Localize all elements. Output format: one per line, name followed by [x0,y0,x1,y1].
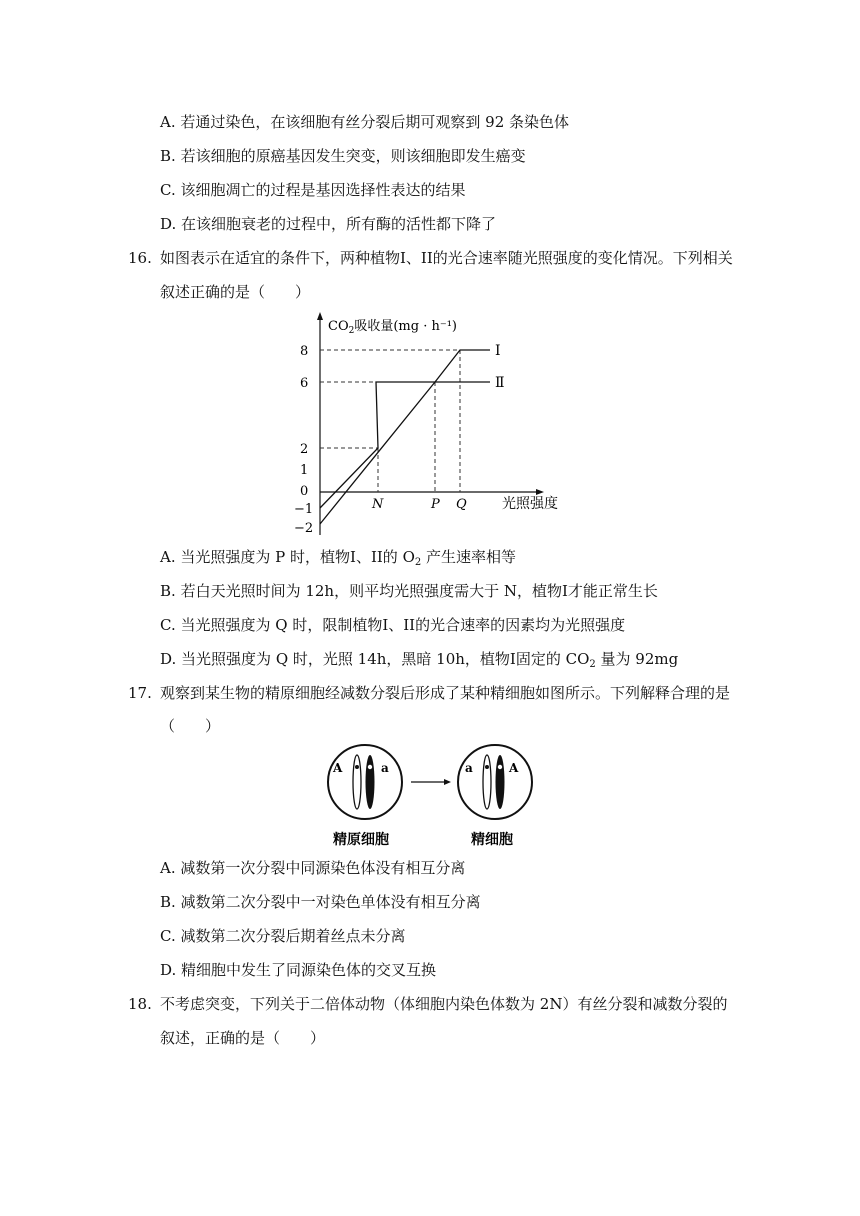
centromere-white [355,765,359,769]
y-tick-8: 8 [300,344,309,359]
series-i-label: I [495,343,501,359]
q16-option-a: A. 当光照强度为 P 时，植物I、II的 $O_2$ 产生速率相等 [160,548,517,568]
question-stem: 观察到某生物的精原细胞经减数分裂后形成了某种精细胞如图所示。下列解释合理的是 [160,684,731,702]
q17-option-a: A. 减数第一次分裂中同源染色体没有相互分离 [160,859,466,877]
q17-option-b: B. 减数第二次分裂中一对染色单体没有相互分离 [160,893,481,911]
q17-option-c: C. 减数第二次分裂后期着丝点未分离 [160,927,406,945]
y-tick-2: 2 [300,442,309,457]
x-tick-p: P [431,497,440,512]
allele-label: a [381,761,389,775]
y-tick-neg1: −1 [294,502,314,517]
question-stem-cont: 叙述，正确的是（ ） [160,1029,326,1047]
right-cell-caption: 精细胞 [471,832,513,848]
allele-label: A [509,761,519,775]
question-stem: 如图表示在适宜的条件下，两种植物I、II的光合速率随光照强度的变化情况。下列相关 [160,249,733,267]
allele-label: a [465,761,473,775]
q15-option-a: A. 若通过染色，在该细胞有丝分裂后期可观察到 92 条染色体 [160,113,570,131]
y-tick-1: 1 [300,463,309,478]
question-number: 17. [128,684,152,702]
y-axis-arrow [317,312,323,320]
left-cell-caption: 精原细胞 [333,832,389,848]
y-tick-neg2: −2 [294,521,314,536]
x-tick-n: N [372,497,384,512]
chromosome-white [353,755,361,809]
q16-chart [290,310,570,540]
q16-option-b: B. 若白天光照时间为 12h，则平均光照强度需大于 N，植物I才能正常生长 [160,582,658,600]
question-stem-cont: （ ） [160,717,221,735]
x-axis-arrow [536,489,544,495]
q17-option-d: D. 精细胞中发生了同源染色体的交叉互换 [160,961,437,979]
y-tick-0: 0 [300,484,309,499]
question-number: 16. [128,249,152,267]
question-stem-cont: 叙述正确的是（ ） [160,283,311,301]
centromere-black [368,765,372,769]
q16-option-c: C. 当光照强度为 Q 时，限制植物I、II的光合速率的因素均为光照强度 [160,616,626,634]
centromere-white [485,765,489,769]
q15-option-c: C. 该细胞凋亡的过程是基因选择性表达的结果 [160,181,466,199]
centromere-black [498,765,502,769]
x-axis-label: 光照强度 [502,496,558,512]
y-axis-label: $CO_2$吸收量(mg · h⁻¹) [328,319,457,336]
series-ii-line [320,382,490,508]
q15-option-d: D. 在该细胞衰老的过程中，所有酶的活性都下降了 [160,215,497,233]
y-tick-6: 6 [300,376,309,391]
arrow-head [444,779,451,785]
x-tick-q: Q [456,497,467,512]
chromosome-black [496,755,505,809]
series-ii-label: Ⅱ [495,375,505,391]
question-number: 18. [128,995,152,1013]
chromosome-black [366,755,375,809]
q16-option-d: D. 当光照强度为 Q 时，光照 14h，黑暗 10h，植物I固定的 $CO_2$ 量为 92mg [160,650,679,670]
spermatogonium-cell [328,745,402,819]
q15-option-b: B. 若该细胞的原癌基因发生突变，则该细胞即发生癌变 [160,147,526,165]
q17-figure [325,742,545,850]
chromosome-white [483,755,491,809]
sperm-cell [458,745,532,819]
allele-label: A [333,761,343,775]
question-stem: 不考虑突变，下列关于二倍体动物（体细胞内染色体数为 2N）有丝分裂和减数分裂的 [160,995,728,1013]
